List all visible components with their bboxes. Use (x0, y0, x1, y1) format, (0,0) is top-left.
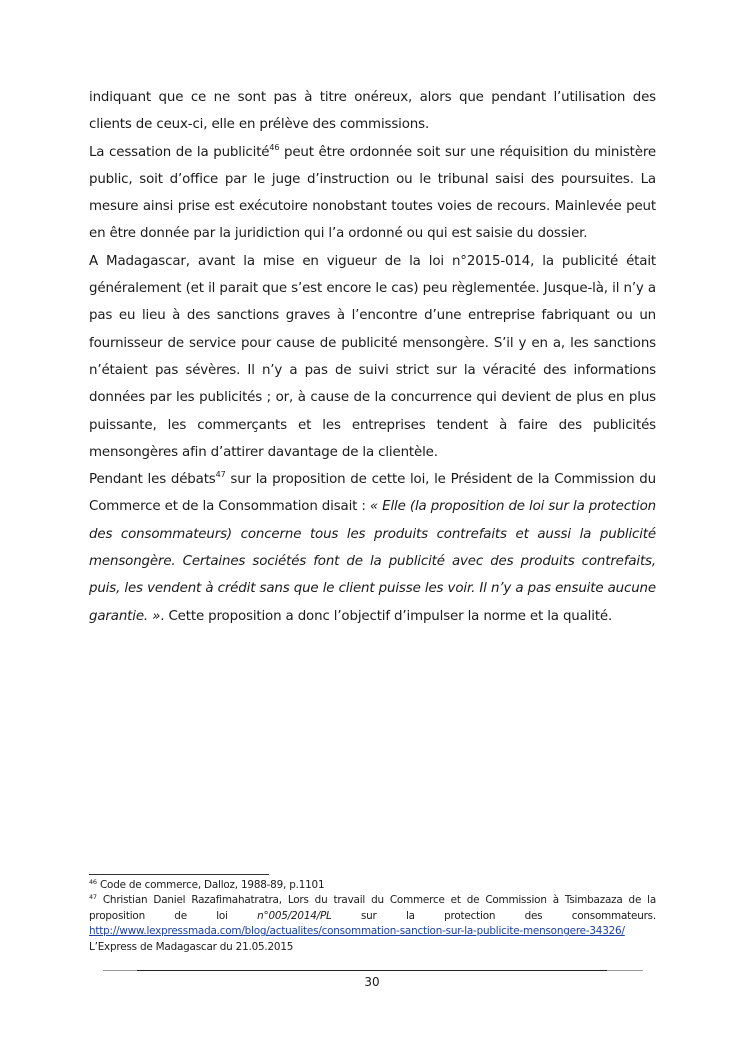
paragraph-4-quote: « Elle (la proposition de loi sur la protection des consommateurs) concerne tous les produits contrefaits et aussi la publicité mensongère. Certaines sociétés font de la publicité avec des produits contrefaits, puis, les vendent à crédit sans que le client puisse les voir. Il n’y a pas ensuite aucune garantie. » (89, 499, 656, 624)
footnotes (89, 878, 656, 955)
paragraph-4-end: . Cette proposition a donc l’objectif d’impulser la norme et la qualité. (160, 608, 613, 624)
paragraph-2 (89, 139, 656, 248)
footnote-47-link[interactable]: http://www.lexpressmada.com/blog/actualites/consommation-sanction-sur-la-publicite-mensongere-34326/ (89, 925, 625, 938)
footnote-ref-46[interactable]: 46 (269, 142, 280, 152)
paragraph-2-lead: La cessation de la publicité (89, 144, 270, 160)
footnote-47-law-number: n°005/2014/PL (257, 909, 332, 922)
paragraph-2-body: peut être ordonnée soit sur une réquisition du ministère public, soit d’office par le juge d’instruction ou le tribunal saisi des poursuites. La mesure ainsi prise est exécutoire nonobstant toutes voies de recours. Mainlevée peut en être donnée par la juridiction qui l’a ordonné ou qui est saisie du dossier. (89, 144, 656, 242)
footnote-46-number: 46 (89, 878, 97, 886)
footnote-47-text-end: sur la protection des consommateurs. (331, 909, 656, 922)
footnote-47-source: L’Express de Madagascar du 21.05.2015 (89, 940, 294, 953)
footnote-ref-47[interactable]: 47 (215, 470, 226, 480)
paragraph-4 (89, 466, 656, 630)
paragraph-1 (89, 84, 656, 139)
paragraph-1-text: indiquant que ce ne sont pas à titre onéreux, alors que pendant l’utilisation des clients de ceux-ci, elle en prélève des commissions. (89, 90, 656, 133)
footnote-47-number: 47 (89, 893, 97, 902)
footnote-47 (89, 893, 656, 955)
footer-rule-center (137, 970, 607, 971)
paragraph-3-text: A Madagascar, avant la mise en vigueur de la loi n°2015-014, la publicité était généralement (et il parait que s’est encore le cas) peu règlementée. Jusque-là, il n’y a pas eu lieu à des sanctions graves à l’encontre d’une entreprise fabriquant ou un fournisseur de service pour cause de publicité mensongère. S’il y en a, les sanctions n’étaient pas sévères. Il n’y a pas de suivi strict sur la véracité des informations données par les publicités ; or, à cause de la concurrence qui devient de plus en plus puissante, les commerçants et les entreprises tendent à faire des publicités mensongères afin d’attirer davantage de la clientèle. (89, 253, 656, 460)
footnote-46-text: Code de commerce, Dalloz, 1988-89, p.1101 (96, 879, 325, 891)
paragraph-4-middle: sur la proposition de cette loi, le Président de la Commission du Commerce et de la Consommation disait : (89, 472, 656, 515)
footnote-47-text: Christian Daniel Razafimahatratra, Lors du travail du Commerce et de Commission à Tsimbazaza de la proposition de loi (89, 894, 656, 922)
footnote-separator (89, 874, 269, 875)
body-text (89, 84, 656, 630)
paragraph-3 (89, 248, 656, 466)
footnote-46 (89, 878, 656, 893)
paragraph-4-lead: Pendant les débats (89, 472, 216, 488)
page-number: 30 (364, 975, 380, 989)
